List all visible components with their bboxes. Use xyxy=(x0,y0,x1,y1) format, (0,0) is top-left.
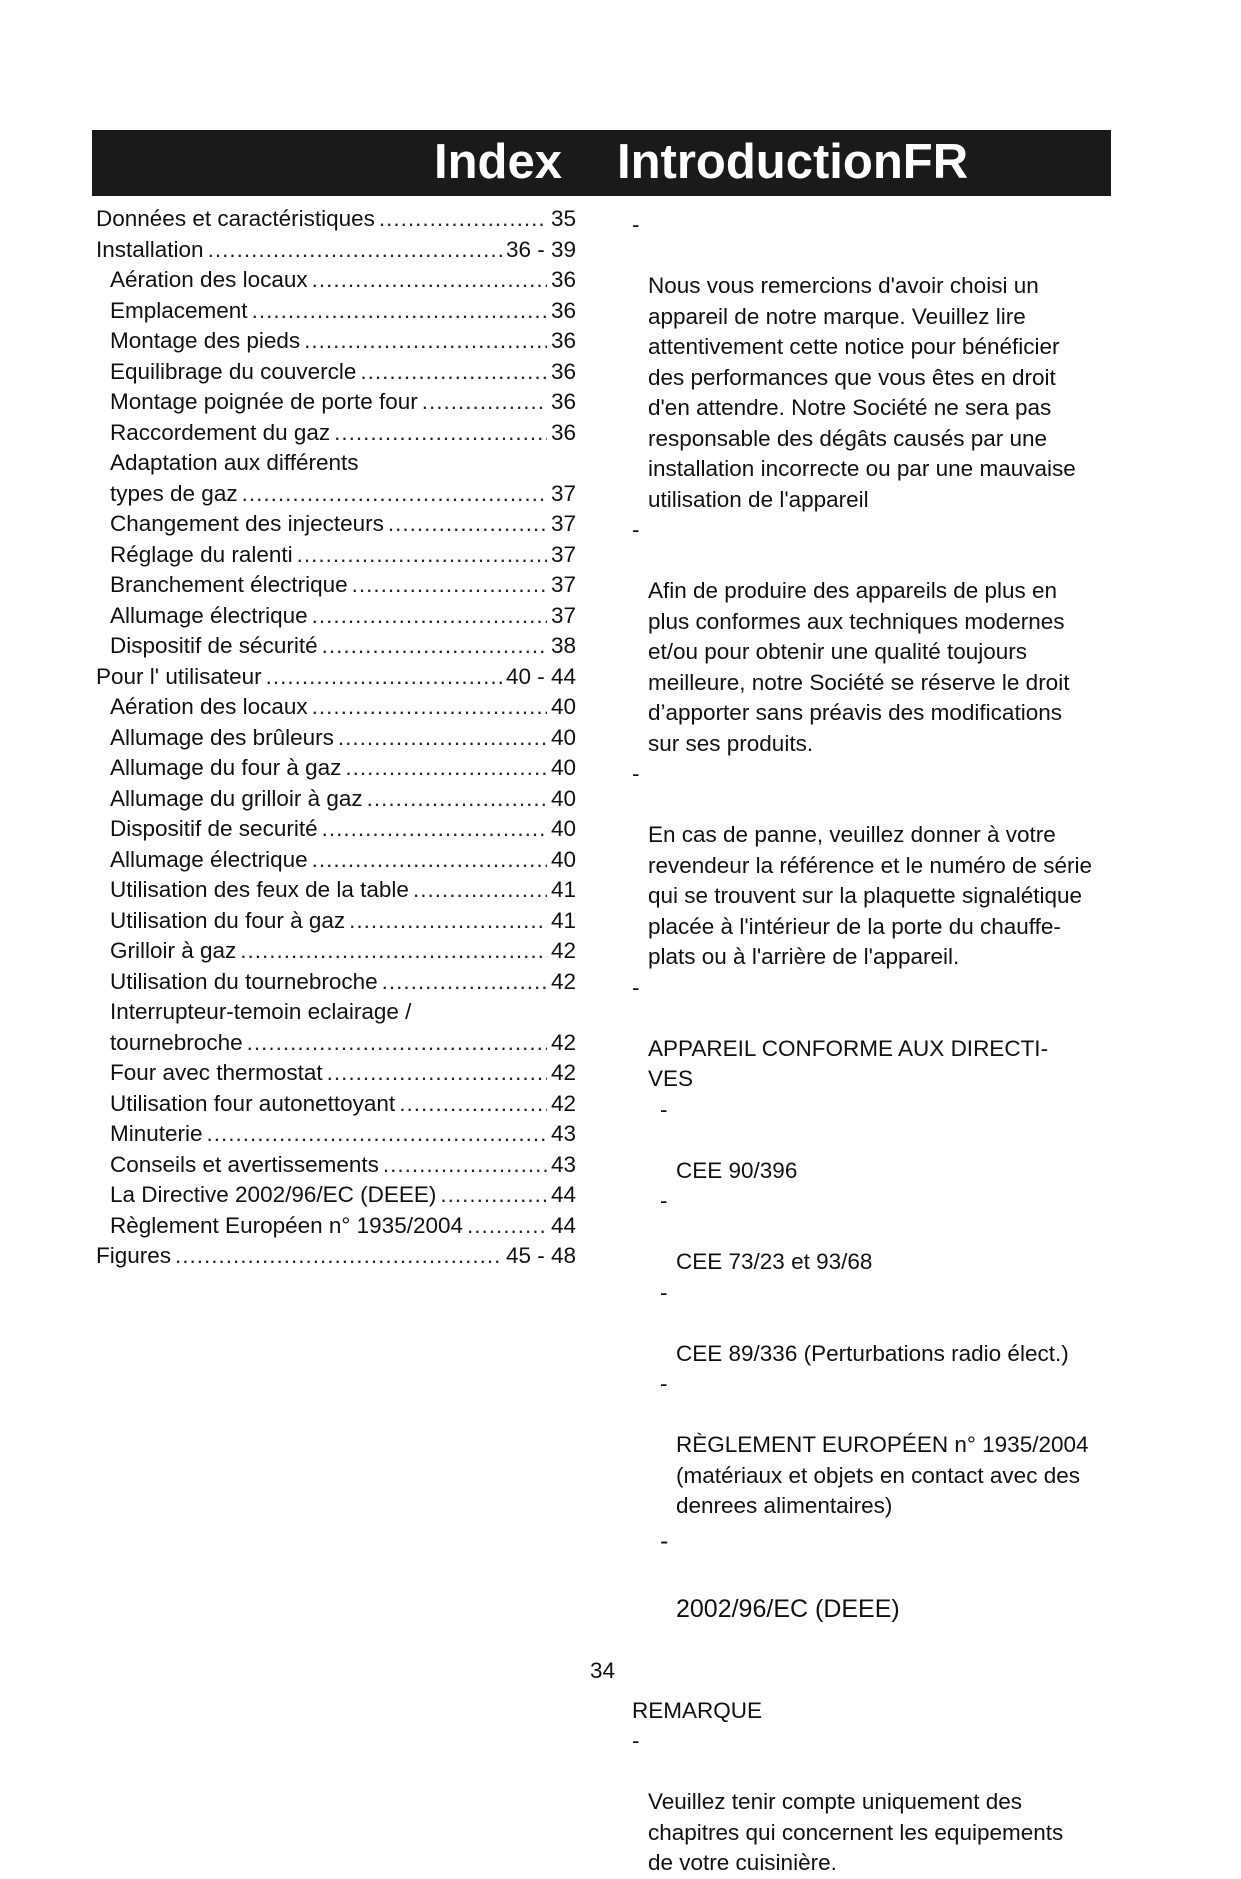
intro-paragraph-modifications xyxy=(632,515,1110,759)
toc-dot-leader xyxy=(312,845,547,876)
toc-dot-leader xyxy=(422,387,547,418)
directive-text: CEE 89/336 (Perturbations radio élect.) xyxy=(676,1340,1069,1366)
toc-dot-leader xyxy=(413,875,547,906)
toc-dot-leader xyxy=(266,662,502,693)
toc-entry-page: 43 xyxy=(550,1151,576,1177)
toc-dot-leader xyxy=(349,906,547,937)
toc-entry-page: 36 - 39 xyxy=(505,236,576,262)
toc-entry-page: 36 xyxy=(550,389,576,414)
toc-entry-page: 42 xyxy=(550,938,576,963)
toc-entry-label: Montage poignée de porte four xyxy=(110,389,418,414)
introduction-column xyxy=(632,210,1110,1879)
toc-entry xyxy=(96,601,576,632)
toc-entry-page: 44 xyxy=(550,1212,576,1238)
toc-entry-label: Minuterie xyxy=(110,1121,203,1146)
toc-dot-leader xyxy=(440,1180,547,1211)
toc-entry-label: Allumage électrique xyxy=(110,602,308,628)
toc-entry xyxy=(96,204,576,235)
toc-entry-page: 35 xyxy=(550,206,576,231)
toc-entry xyxy=(96,296,576,327)
toc-entry-page: 40 xyxy=(550,785,576,811)
directive-item xyxy=(660,1369,1110,1522)
toc-entry-page: 40 xyxy=(550,846,576,872)
toc-entry-page: 36 xyxy=(550,419,576,445)
bullet-dash: - xyxy=(660,1526,669,1555)
toc-entry xyxy=(96,692,576,723)
directive-item xyxy=(660,1095,1110,1187)
toc-entry-label: Four avec thermostat xyxy=(110,1060,323,1085)
toc-entry-page: 37 xyxy=(550,541,576,567)
toc-entry-label: Grilloir à gaz xyxy=(110,938,237,963)
intro-paragraph-text: Nous vous remercions d'avoir choisi un appareil de notre marque. Veuillez lire attentivement cette notice pour bénéficier des performances que vous êtes en droit d'en attendre. Notre Société ne sera pas responsable des dégâts causés par une installation incorrecte ou par une mauvaise utilisation de l'appareil xyxy=(648,273,1076,512)
toc-entry xyxy=(96,418,576,449)
toc-dot-leader xyxy=(352,570,547,601)
toc-dot-leader xyxy=(297,540,547,571)
toc-entry-page: 43 xyxy=(550,1121,576,1146)
toc-entry-label: Aération des locaux xyxy=(110,694,308,719)
toc-dot-leader xyxy=(242,479,547,510)
toc-dot-leader xyxy=(312,692,547,723)
toc-entry-page: 40 xyxy=(550,724,576,750)
toc-entry xyxy=(96,662,576,693)
remarque-paragraph xyxy=(632,1726,1110,1879)
toc-entry-label: Conseils et avertissements xyxy=(110,1151,379,1177)
bullet-dash: - xyxy=(632,761,640,786)
bullet-dash: - xyxy=(660,1279,668,1305)
toc-entry xyxy=(96,967,576,998)
toc-entry-label: Installation xyxy=(96,236,204,262)
toc-entry xyxy=(96,357,576,388)
toc-entry-page: 36 xyxy=(550,328,576,353)
toc-dot-leader xyxy=(252,296,547,327)
toc-entry-label: Pour l' utilisateur xyxy=(96,663,262,689)
toc-entry xyxy=(96,479,576,510)
toc-entry-page: 37 xyxy=(550,572,576,597)
toc-dot-leader xyxy=(312,601,547,632)
directive-text: 2002/96/EC (DEEE) xyxy=(676,1594,900,1623)
bullet-dash: - xyxy=(660,1188,668,1213)
toc-entry xyxy=(96,845,576,876)
directive-item xyxy=(660,1278,1110,1370)
toc-dot-leader xyxy=(322,814,547,845)
header-title-introduction: IntroductionFR xyxy=(617,135,969,189)
toc-entry-label: Règlement Européen n° 1935/2004 xyxy=(110,1212,464,1238)
toc-entry-page: 45 - 48 xyxy=(505,1243,576,1268)
bullet-dash: - xyxy=(632,1728,640,1753)
toc-dot-leader xyxy=(327,1058,547,1089)
toc-entry-page: 41 xyxy=(550,907,576,933)
toc-dot-leader xyxy=(207,1119,547,1150)
toc-entry xyxy=(96,265,576,296)
toc-entry-label: Utilisation du four à gaz xyxy=(110,907,346,933)
toc-entry-label: Emplacement xyxy=(110,297,248,323)
toc-dot-leader xyxy=(312,265,547,296)
toc-dot-leader xyxy=(304,326,547,357)
intro-paragraph-text: Afin de produire des appareils de plus en plus conformes aux techniques modernes et/ou pour obtenir une qualité toujours meilleure, notre Société se réserve le droit d’apporter sans préavis des modifications sur ses produits. xyxy=(648,578,1070,756)
directive-item xyxy=(660,1524,1110,1626)
toc-entry-label: Dispositif de sécurité xyxy=(110,633,318,658)
toc-entry xyxy=(96,1058,576,1089)
toc-entry xyxy=(96,235,576,266)
toc-entry-page: 36 xyxy=(550,297,576,323)
toc-entry-label: Dispositif de securité xyxy=(110,816,318,841)
toc-dot-leader xyxy=(399,1089,547,1120)
intro-paragraph-text: En cas de panne, veuillez donner à votre revendeur la référence et le numéro de série qui se trouvent sur la plaquette signalétique placée à l'intérieur de la porte du chauffe- plats ou à l'arrière de l'appareil. xyxy=(648,822,1093,969)
toc-entry-page: 40 xyxy=(550,816,576,841)
toc-entry xyxy=(96,1241,576,1272)
toc-entry-label: Montage des pieds xyxy=(110,328,301,353)
toc-dot-leader xyxy=(247,1028,547,1059)
toc-entry-label: Données et caractéristiques xyxy=(96,206,375,231)
toc-entry xyxy=(96,875,576,906)
toc-entry xyxy=(96,326,576,357)
toc-entry-label: Utilisation des feux de la table xyxy=(110,877,409,902)
header-title-index: Index xyxy=(434,135,562,189)
bullet-dash: - xyxy=(660,1371,668,1396)
toc-entry-label: Aération des locaux xyxy=(110,267,308,292)
toc-dot-leader xyxy=(208,235,502,266)
toc-dot-leader xyxy=(382,967,547,998)
toc-entry-label: Allumage du four à gaz xyxy=(110,755,342,780)
toc-entry-page: 42 xyxy=(550,968,576,994)
toc-entry xyxy=(96,1180,576,1211)
toc-entry-label: Adaptation aux différents xyxy=(110,450,359,475)
toc-entry-label: Changement des injecteurs xyxy=(110,511,384,536)
toc-entry xyxy=(96,509,576,540)
toc-entry-label: Réglage du ralenti xyxy=(110,541,293,567)
toc-entry-page: 42 xyxy=(550,1029,576,1055)
toc-entry-page: 40 - 44 xyxy=(505,663,576,689)
toc-dot-leader xyxy=(175,1241,502,1272)
toc-entry-page: 44 xyxy=(550,1182,576,1207)
toc-entry-label: Interrupteur-temoin eclairage / xyxy=(110,999,412,1024)
toc-dot-leader xyxy=(383,1150,547,1181)
toc-dot-leader xyxy=(379,204,547,235)
toc-entry xyxy=(96,387,576,418)
toc-dot-leader xyxy=(338,723,547,754)
toc-entry-page: 40 xyxy=(550,755,576,780)
toc-entry xyxy=(96,723,576,754)
toc-entry-label: La Directive 2002/96/EC (DEEE) xyxy=(110,1182,437,1207)
toc-entry-label: Equilibrage du couvercle xyxy=(110,358,357,384)
toc-entry-page: 42 xyxy=(550,1090,576,1116)
toc-dot-leader xyxy=(240,936,547,967)
toc-dot-leader xyxy=(467,1211,547,1242)
directive-item xyxy=(660,1186,1110,1278)
toc-entry-page: 41 xyxy=(550,877,576,902)
toc-entry xyxy=(96,1211,576,1242)
toc-entry xyxy=(96,936,576,967)
toc-entry xyxy=(96,540,576,571)
intro-paragraph-breakdown xyxy=(632,759,1110,973)
toc-dot-leader xyxy=(322,631,547,662)
toc-entry-page: 37 xyxy=(550,602,576,628)
toc-entry xyxy=(96,753,576,784)
toc-entry-page: 40 xyxy=(550,694,576,719)
toc-entry xyxy=(96,906,576,937)
directive-text: RÈGLEMENT EUROPÉEN n° 1935/2004 (matériaux et objets en contact avec des denrees alimentaires) xyxy=(676,1432,1089,1518)
toc-entry-page: 38 xyxy=(550,633,576,658)
toc-entry xyxy=(96,1119,576,1150)
toc-entry xyxy=(96,1089,576,1120)
toc-dot-leader xyxy=(388,509,547,540)
remarque-text: Veuillez tenir compte uniquement des chapitres qui concernent les equipements de votre cuisinière. xyxy=(648,1789,1064,1875)
directive-text: CEE 73/23 et 93/68 xyxy=(676,1249,873,1274)
intro-paragraph-conformity xyxy=(632,973,1110,1095)
toc-entry-label: types de gaz xyxy=(110,480,238,506)
toc-entry-page: 36 xyxy=(550,358,576,384)
table-of-contents xyxy=(96,204,576,1272)
bullet-dash: - xyxy=(632,212,640,237)
toc-entry xyxy=(96,448,576,479)
toc-entry-label: Allumage des brûleurs xyxy=(110,724,334,750)
remarque-heading: REMARQUE xyxy=(632,1697,763,1723)
toc-entry-label: Utilisation four autonettoyant xyxy=(110,1090,396,1116)
bullet-dash: - xyxy=(632,974,640,1000)
toc-entry-page: 42 xyxy=(550,1060,576,1085)
toc-entry xyxy=(96,1150,576,1181)
toc-entry-label: tournebroche xyxy=(110,1029,243,1055)
toc-entry-page: 37 xyxy=(550,511,576,536)
toc-entry xyxy=(96,814,576,845)
bullet-dash: - xyxy=(632,517,640,542)
toc-dot-leader xyxy=(345,753,547,784)
toc-entry-label: Raccordement du gaz xyxy=(110,419,331,445)
toc-entry-label: Utilisation du tournebroche xyxy=(110,968,378,994)
header-bar xyxy=(92,130,1111,196)
toc-entry-label: Figures xyxy=(96,1243,172,1268)
toc-entry xyxy=(96,1028,576,1059)
directives-list xyxy=(632,1095,1110,1626)
toc-dot-leader xyxy=(360,357,547,388)
intro-paragraph-text: APPAREIL CONFORME AUX DIRECTI- VES xyxy=(648,1035,1049,1091)
toc-dot-leader xyxy=(334,418,547,449)
toc-entry xyxy=(96,631,576,662)
toc-entry xyxy=(96,784,576,815)
toc-entry-page: 36 xyxy=(550,267,576,292)
toc-entry-label: Allumage électrique xyxy=(110,846,308,872)
bullet-dash: - xyxy=(660,1096,668,1122)
toc-entry-label: Branchement électrique xyxy=(110,572,348,597)
page-number: 34 xyxy=(590,1658,616,1683)
intro-paragraph-thanks xyxy=(632,210,1110,515)
toc-entry-page: 37 xyxy=(550,480,576,506)
directive-text: CEE 90/396 xyxy=(676,1157,798,1183)
toc-dot-leader xyxy=(367,784,547,815)
toc-entry-label: Allumage du grilloir à gaz xyxy=(110,785,363,811)
toc-entry xyxy=(96,997,576,1028)
toc-entry xyxy=(96,570,576,601)
